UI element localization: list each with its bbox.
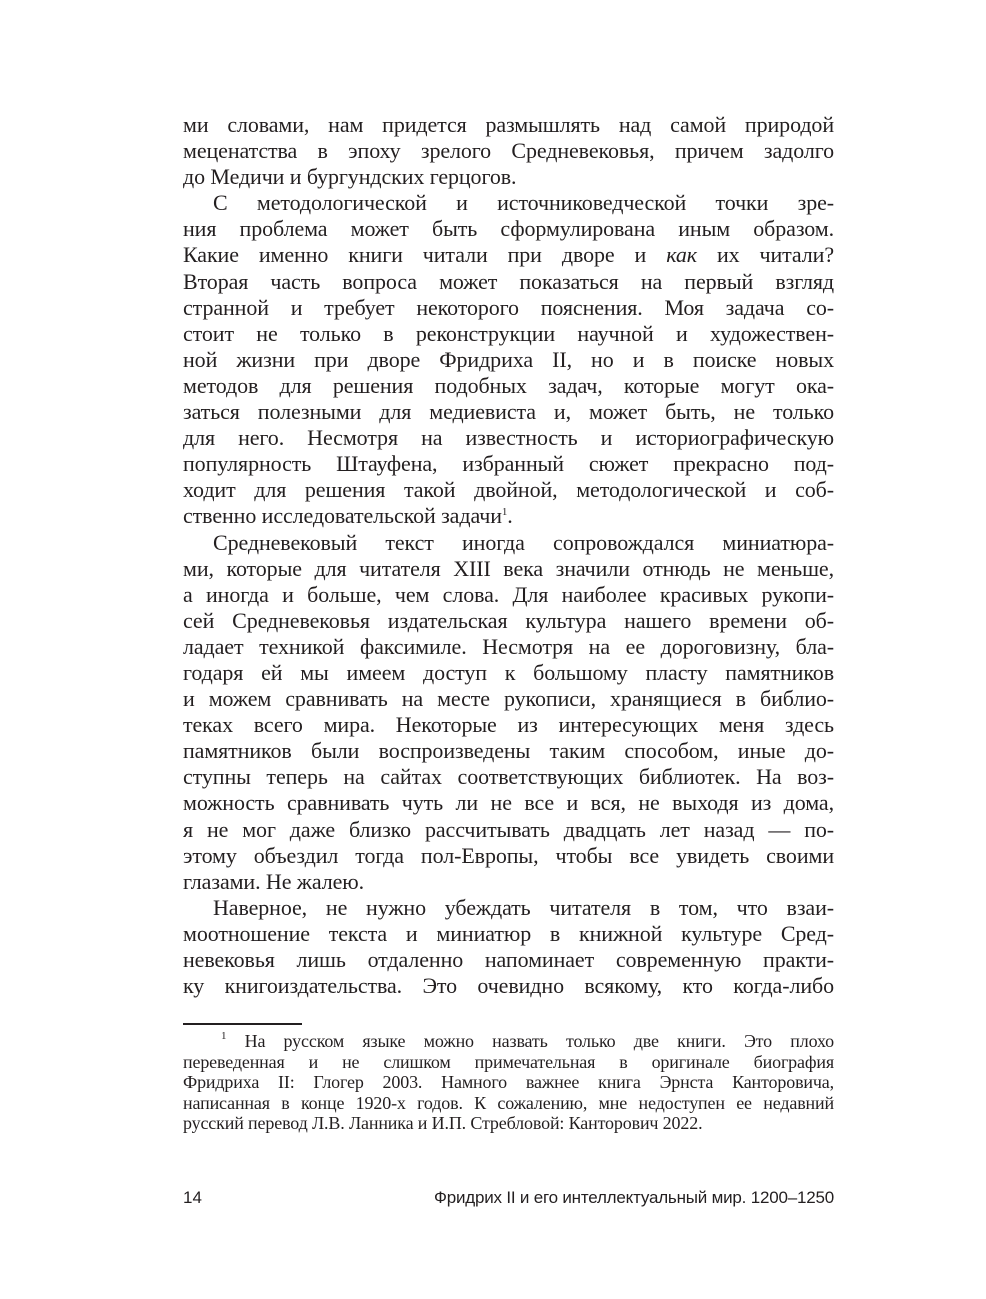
- page-number: 14: [183, 1188, 202, 1207]
- text-line: написанная в конце 1920-х годов. К сожалению, мне недоступен ее недавний: [183, 1092, 834, 1113]
- text-line: странной и требует некоторого пояснения. Моя задача со-: [183, 294, 834, 320]
- text-line: [183, 503, 834, 529]
- text-line: моотношение текста и миниатюр в книжной культуре Сред-: [183, 920, 834, 946]
- text-line: ной жизни при дворе Фридриха II, но и в поиске новых: [183, 346, 834, 372]
- text-line: Вторая часть вопроса может показаться на первый взгляд: [183, 268, 834, 294]
- footnote-number: 1: [221, 1030, 227, 1042]
- running-title: Фридрих II и его интеллектуальный мир. 1200–1250: [433, 1188, 834, 1207]
- text-line: меценатства в эпоху зрелого Средневековья, причем задолго: [183, 138, 834, 164]
- text-line: популярность Штауфена, избранный сюжет прекрасно под-: [183, 451, 834, 477]
- text-line: Наверное, не нужно убеждать читателя в том, что взаи-: [213, 894, 834, 920]
- footnote-1: [183, 1031, 834, 1134]
- text-line: Фридриха II: Глогер 2003. Намного важнее книга Эрнста Канторовича,: [183, 1072, 834, 1093]
- text-line: заться полезными для медиевиста и, может быть, не только: [183, 399, 834, 425]
- text-line: ходит для решения такой двойной, методологической и соб-: [183, 477, 834, 503]
- text-line: можность сравнивать чуть ли не все и вся, не выходя из дома,: [183, 790, 834, 816]
- italic-emphasis: как: [666, 242, 697, 268]
- footnote-separator: [183, 1023, 302, 1025]
- text-line: русский перевод Л.В. Ланника и И.П. Стребловой: Канторович 2022.: [183, 1113, 703, 1134]
- text-line: а иногда и больше, чем слова. Для наиболее красивых рукопи-: [183, 581, 834, 607]
- text-line: ми, которые для читателя XIII века значили отнюдь не меньше,: [183, 555, 834, 581]
- main-text: [183, 112, 834, 999]
- paragraph-3: [183, 530, 834, 895]
- text-line: С методологической и источниковедческой точки зре-: [213, 190, 834, 216]
- text-line: невековья лишь отдаленно напоминает современную практи-: [183, 947, 834, 972]
- text-run: На русском языке можно назвать только две книги. Это плохо: [226, 1031, 834, 1051]
- text-line: для него. Несмотря на известность и историографическую: [183, 425, 834, 451]
- text-line: этому объездил тогда пол-Европы, чтобы все увидеть своими: [183, 842, 834, 868]
- footnotes: [183, 1031, 834, 1134]
- text-line: Средневековый текст иногда сопровождался миниатюра-: [213, 529, 834, 555]
- page-footer: [183, 1186, 834, 1210]
- text-line: методов для решения подобных задач, которые могут ока-: [183, 372, 834, 398]
- text-line: стоит не только в реконструкции научной и художествен-: [183, 320, 834, 346]
- text-line: памятников были воспроизведены таким способом, иные до-: [183, 738, 834, 764]
- text-line: я не мог даже близко рассчитывать двадцать лет назад — по-: [183, 816, 834, 842]
- text-line: ладает техникой факсимиле. Несмотря на ее дороговизну, бла-: [183, 633, 834, 659]
- text-run: Какие именно книги читали при дворе и: [183, 242, 667, 268]
- text-line: и можем сравнивать на месте рукописи, хранящиеся в библио-: [183, 686, 834, 712]
- text-run: .: [507, 503, 513, 529]
- text-run: их читали?: [696, 242, 835, 268]
- text-line: [183, 1031, 834, 1052]
- text-line: ступны теперь на сайтах соответствующих библиотек. На воз-: [183, 764, 834, 790]
- text-line: сей Средневековья издательская культура нашего времени об-: [183, 607, 834, 633]
- paragraph-2: [183, 190, 834, 529]
- text-line: [183, 242, 834, 268]
- text-line: до Медичи и бургундских герцогов.: [183, 164, 517, 190]
- text-line: глазами. Не жалею.: [183, 868, 364, 894]
- text-run: ственно исследовательской задачи: [183, 503, 502, 529]
- footnote-reference[interactable]: 1: [501, 506, 508, 519]
- text-line: ния проблема может быть сформулирована иным образом.: [183, 216, 834, 242]
- text-line: ми словами, нам придется размышлять над самой природой: [183, 112, 834, 137]
- text-line: ку книгоиздательства. Это очевидно всякому, кто когда-либо: [183, 973, 834, 999]
- text-line: годаря ей мы имеем доступ к большому пласту памятников: [183, 659, 834, 685]
- text-line: теках всего мира. Некоторые из интересующих меня здесь: [183, 712, 834, 738]
- paragraph-1: [183, 112, 834, 190]
- paragraph-4: [183, 895, 834, 999]
- text-line: переведенная и не слишком примечательная в оригинале биография: [183, 1051, 834, 1072]
